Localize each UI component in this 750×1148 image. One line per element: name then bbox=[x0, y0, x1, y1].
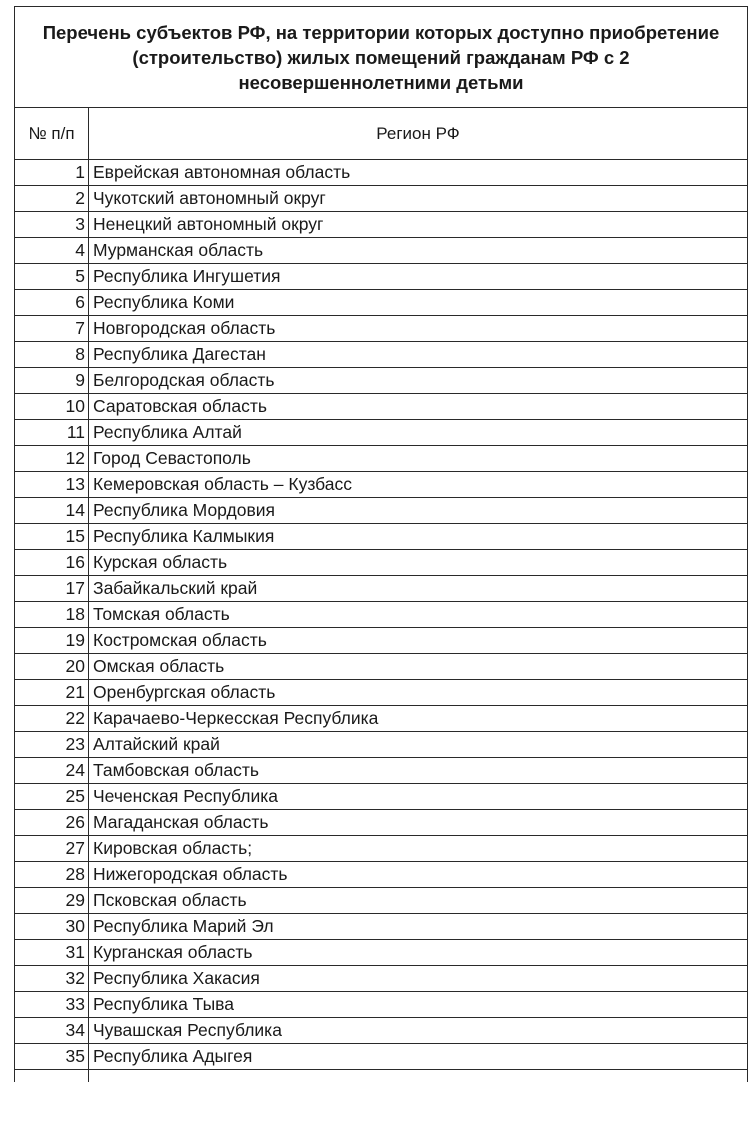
row-number: 21 bbox=[15, 680, 89, 706]
row-number: 14 bbox=[15, 498, 89, 524]
row-number: 11 bbox=[15, 420, 89, 446]
row-number: 27 bbox=[15, 836, 89, 862]
row-number: 7 bbox=[15, 316, 89, 342]
table-row bbox=[15, 862, 748, 888]
empty-cell bbox=[15, 1070, 89, 1083]
row-number: 5 bbox=[15, 264, 89, 290]
row-number: 18 bbox=[15, 602, 89, 628]
region-name: Мурманская область bbox=[89, 238, 748, 264]
table-row bbox=[15, 186, 748, 212]
table-row bbox=[15, 264, 748, 290]
column-header-number: № п/п bbox=[15, 108, 89, 160]
table-row bbox=[15, 914, 748, 940]
row-number: 15 bbox=[15, 524, 89, 550]
region-name: Республика Адыгея bbox=[89, 1044, 748, 1070]
row-number: 4 bbox=[15, 238, 89, 264]
row-number: 26 bbox=[15, 810, 89, 836]
region-name: Забайкальский край bbox=[89, 576, 748, 602]
table-row bbox=[15, 160, 748, 186]
empty-cell bbox=[89, 1070, 748, 1083]
row-number: 10 bbox=[15, 394, 89, 420]
row-number: 29 bbox=[15, 888, 89, 914]
header-row bbox=[15, 108, 748, 160]
row-number: 6 bbox=[15, 290, 89, 316]
region-name: Республика Марий Эл bbox=[89, 914, 748, 940]
row-number: 20 bbox=[15, 654, 89, 680]
table-row bbox=[15, 992, 748, 1018]
region-name: Оренбургская область bbox=[89, 680, 748, 706]
table-row bbox=[15, 758, 748, 784]
region-name: Тамбовская область bbox=[89, 758, 748, 784]
row-number: 9 bbox=[15, 368, 89, 394]
table-row bbox=[15, 446, 748, 472]
region-name: Республика Коми bbox=[89, 290, 748, 316]
region-name: Кемеровская область – Кузбасс bbox=[89, 472, 748, 498]
table-bottom-padding bbox=[15, 1070, 748, 1083]
row-number: 8 bbox=[15, 342, 89, 368]
regions-table bbox=[14, 6, 748, 1082]
table-row bbox=[15, 394, 748, 420]
region-name: Республика Калмыкия bbox=[89, 524, 748, 550]
region-name: Курская область bbox=[89, 550, 748, 576]
table-row bbox=[15, 316, 748, 342]
region-name: Еврейская автономная область bbox=[89, 160, 748, 186]
row-number: 33 bbox=[15, 992, 89, 1018]
table-row bbox=[15, 888, 748, 914]
row-number: 25 bbox=[15, 784, 89, 810]
region-name: Нижегородская область bbox=[89, 862, 748, 888]
row-number: 28 bbox=[15, 862, 89, 888]
region-name: Республика Алтай bbox=[89, 420, 748, 446]
table-row bbox=[15, 732, 748, 758]
table-row bbox=[15, 680, 748, 706]
row-number: 30 bbox=[15, 914, 89, 940]
region-name: Республика Тыва bbox=[89, 992, 748, 1018]
row-number: 35 bbox=[15, 1044, 89, 1070]
region-name: Белгородская область bbox=[89, 368, 748, 394]
table-row bbox=[15, 654, 748, 680]
table-row bbox=[15, 940, 748, 966]
region-name: Новгородская область bbox=[89, 316, 748, 342]
table-row bbox=[15, 550, 748, 576]
row-number: 3 bbox=[15, 212, 89, 238]
table-row bbox=[15, 576, 748, 602]
region-name: Республика Ингушетия bbox=[89, 264, 748, 290]
table-row bbox=[15, 420, 748, 446]
row-number: 17 bbox=[15, 576, 89, 602]
table-row bbox=[15, 498, 748, 524]
table-row bbox=[15, 368, 748, 394]
table-row bbox=[15, 706, 748, 732]
table-row bbox=[15, 212, 748, 238]
region-name: Чеченская Республика bbox=[89, 784, 748, 810]
region-name: Ненецкий автономный округ bbox=[89, 212, 748, 238]
row-number: 24 bbox=[15, 758, 89, 784]
table-row bbox=[15, 238, 748, 264]
row-number: 2 bbox=[15, 186, 89, 212]
region-name: Республика Дагестан bbox=[89, 342, 748, 368]
table-row bbox=[15, 836, 748, 862]
row-number: 31 bbox=[15, 940, 89, 966]
row-number: 34 bbox=[15, 1018, 89, 1044]
table-row bbox=[15, 290, 748, 316]
region-name: Томская область bbox=[89, 602, 748, 628]
region-name: Республика Мордовия bbox=[89, 498, 748, 524]
row-number: 1 bbox=[15, 160, 89, 186]
region-name: Омская область bbox=[89, 654, 748, 680]
table-row bbox=[15, 628, 748, 654]
region-name: Чувашская Республика bbox=[89, 1018, 748, 1044]
region-name: Магаданская область bbox=[89, 810, 748, 836]
region-name: Псковская область bbox=[89, 888, 748, 914]
row-number: 19 bbox=[15, 628, 89, 654]
table-row bbox=[15, 524, 748, 550]
region-name: Алтайский край bbox=[89, 732, 748, 758]
table-row bbox=[15, 784, 748, 810]
table-row bbox=[15, 342, 748, 368]
region-name: Курганская область bbox=[89, 940, 748, 966]
region-name: Город Севастополь bbox=[89, 446, 748, 472]
region-name: Республика Хакасия bbox=[89, 966, 748, 992]
table-row bbox=[15, 1044, 748, 1070]
row-number: 16 bbox=[15, 550, 89, 576]
region-name: Карачаево-Черкесская Республика bbox=[89, 706, 748, 732]
column-header-region: Регион РФ bbox=[89, 108, 748, 160]
region-name: Костромская область bbox=[89, 628, 748, 654]
table-row bbox=[15, 472, 748, 498]
document-title: Перечень субъектов РФ, на территории которых доступно приобретение (строительство) жилых помещений гражданам РФ с 2 несовершеннолетними детьми bbox=[15, 7, 748, 108]
region-name: Чукотский автономный округ bbox=[89, 186, 748, 212]
row-number: 13 bbox=[15, 472, 89, 498]
table-row bbox=[15, 602, 748, 628]
region-name: Кировская область; bbox=[89, 836, 748, 862]
title-row bbox=[15, 7, 748, 108]
table-row bbox=[15, 966, 748, 992]
table-row bbox=[15, 1018, 748, 1044]
region-name: Саратовская область bbox=[89, 394, 748, 420]
row-number: 12 bbox=[15, 446, 89, 472]
table-row bbox=[15, 810, 748, 836]
row-number: 32 bbox=[15, 966, 89, 992]
row-number: 23 bbox=[15, 732, 89, 758]
row-number: 22 bbox=[15, 706, 89, 732]
